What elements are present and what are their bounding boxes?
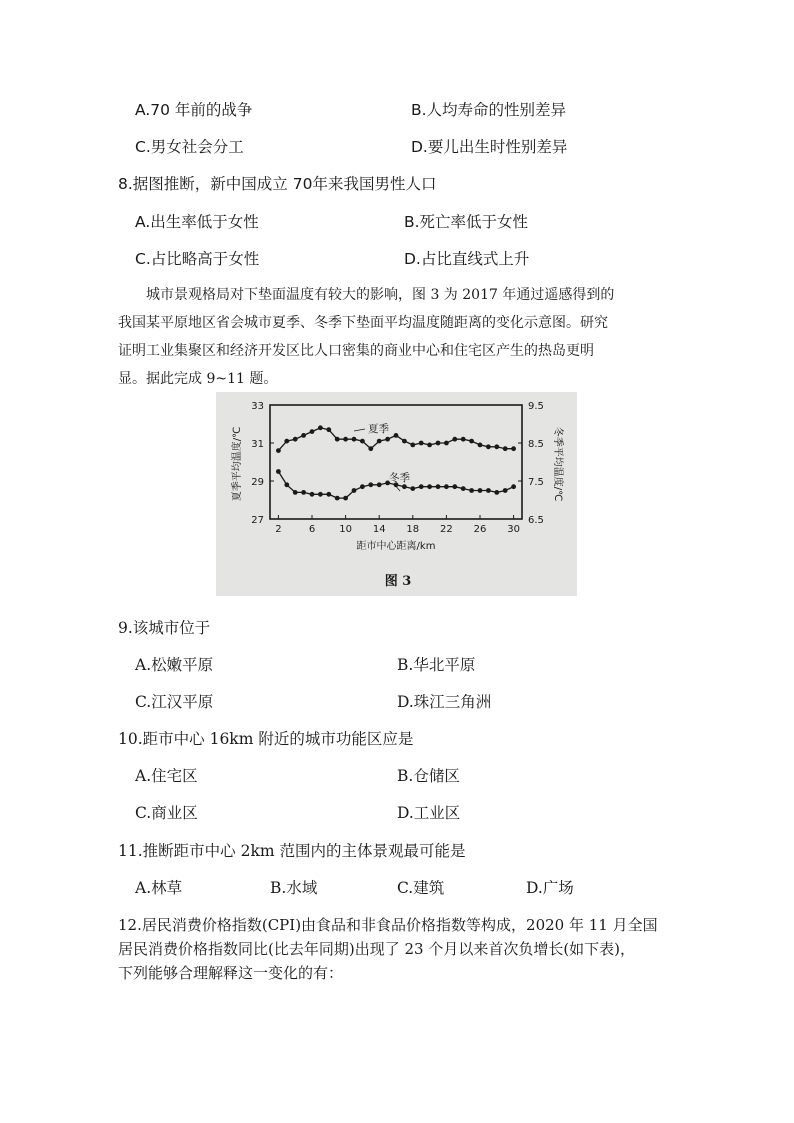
- left-axis-label: 夏季平均温度/℃: [232, 426, 243, 502]
- q7-option-d: D.要儿出生时性别差异: [411, 138, 568, 156]
- q8-option-d: D.占比直线式上升: [404, 250, 530, 268]
- x-tick-label: 2: [275, 524, 282, 535]
- winter-series-label: 冬季: [389, 472, 410, 484]
- summer-data-point: [360, 439, 365, 444]
- q10-option-a: A.住宅区: [135, 767, 198, 785]
- summer-data-point: [377, 439, 382, 444]
- x-tick-label: 22: [440, 524, 453, 535]
- y-tick-label: 33: [251, 401, 264, 412]
- q9-option-b: B.华北平原: [397, 656, 476, 674]
- winter-data-point: [478, 488, 483, 493]
- winter-data-point: [343, 496, 348, 501]
- winter-data-point: [461, 486, 466, 491]
- winter-data-point: [377, 482, 382, 487]
- summer-series-label: 夏季: [368, 423, 389, 435]
- passage-line: 证明工业集聚区和经济开发区比人口密集的商业中心和住宅区产生的热岛更明: [118, 343, 594, 359]
- q11-option-a: A.林草: [135, 879, 183, 897]
- winter-data-point: [419, 484, 424, 489]
- q8-stem: 8.据图推断，新中国成立 70年来我国男性人口: [118, 175, 437, 193]
- x-tick-label: 14: [372, 524, 386, 535]
- q9-option-c: C.江汉平原: [135, 693, 214, 711]
- y-tick-label: 31: [251, 439, 264, 450]
- summer-data-point: [469, 439, 474, 444]
- winter-data-point: [402, 484, 407, 489]
- summer-data-point: [385, 437, 390, 442]
- temperature-chart: [216, 392, 577, 596]
- winter-data-point: [511, 484, 516, 489]
- q12-line: 下列能够合理解释这一变化的有：: [118, 964, 344, 982]
- summer-data-point: [427, 443, 432, 448]
- winter-data-point: [494, 490, 499, 495]
- winter-data-point: [436, 484, 441, 489]
- q11-stem: 11.推断距市中心 2km 范围内的主体景观最可能是: [118, 842, 466, 860]
- winter-data-point: [310, 492, 315, 497]
- y-tick-label: 27: [251, 515, 264, 526]
- q7-option-b: B.人均寿命的性别差异: [411, 101, 567, 119]
- figure-caption: 图 3: [384, 574, 412, 589]
- y-tick-label: 29: [251, 477, 264, 488]
- winter-data-point: [427, 484, 432, 489]
- summer-data-point: [343, 437, 348, 442]
- summer-data-point: [478, 443, 483, 448]
- q8-option-a: A.出生率低于女性: [135, 213, 259, 231]
- summer-data-point: [461, 437, 466, 442]
- q11-option-d: D.广场: [526, 879, 574, 897]
- y2-tick-label: 9.5: [528, 401, 544, 412]
- summer-data-point: [335, 437, 340, 442]
- summer-data-point: [494, 444, 499, 449]
- q10-option-b: B.仓储区: [397, 767, 460, 785]
- q10-option-c: C.商业区: [135, 804, 198, 822]
- summer-data-point: [368, 446, 373, 451]
- winter-data-point: [318, 492, 323, 497]
- summer-data-point: [419, 441, 424, 446]
- summer-data-point: [310, 429, 315, 434]
- summer-data-point: [352, 437, 357, 442]
- q9-option-d: D.珠江三角洲: [397, 693, 492, 711]
- y2-tick-label: 7.5: [528, 477, 544, 488]
- winter-data-point: [360, 484, 365, 489]
- q10-stem: 10.距市中心 16km 附近的城市功能区应是: [118, 730, 414, 748]
- y2-tick-label: 8.5: [528, 439, 544, 450]
- summer-data-point: [318, 425, 323, 430]
- summer-data-point: [444, 441, 449, 446]
- winter-data-point: [444, 484, 449, 489]
- summer-data-point: [436, 441, 441, 446]
- summer-data-point: [511, 446, 516, 451]
- winter-data-point: [486, 488, 491, 493]
- q8-option-c: C.占比略高于女性: [135, 250, 260, 268]
- x-tick-label: 26: [473, 524, 487, 535]
- winter-data-point: [469, 488, 474, 493]
- q9-option-a: A.松嫩平原: [135, 656, 214, 674]
- summer-data-point: [301, 433, 306, 438]
- x-tick-label: 10: [339, 524, 352, 535]
- winter-data-point: [276, 469, 281, 474]
- q7-option-c: C.男女社会分工: [135, 138, 244, 156]
- winter-data-point: [326, 492, 331, 497]
- winter-data-point: [335, 496, 340, 501]
- x-tick-label: 6: [308, 524, 316, 535]
- summer-label-leader: [354, 429, 365, 431]
- summer-data-point: [293, 437, 298, 442]
- x-tick-label: 30: [507, 524, 520, 535]
- right-axis-label: 冬季平均温度/℃: [552, 426, 563, 502]
- summer-data-point: [486, 444, 491, 449]
- winter-data-point: [503, 488, 508, 493]
- x-axis-label: 距市中心距离/km: [356, 541, 436, 552]
- winter-data-point: [368, 482, 373, 487]
- q8-option-b: B.死亡率低于女性: [404, 213, 529, 231]
- summer-data-point: [402, 439, 407, 444]
- q9-stem: 9.该城市位于: [118, 619, 211, 637]
- winter-data-point: [284, 482, 289, 487]
- q12-line: 居民消费价格指数同比(比去年同期)出现了 23 个月以来首次负增长(如下表)，: [118, 940, 636, 958]
- passage-line: 显。据此完成 9~11 题。: [118, 371, 278, 387]
- winter-data-point: [410, 486, 415, 491]
- plot-frame: [270, 405, 522, 519]
- figure-3: [216, 392, 577, 596]
- summer-data-point: [284, 439, 289, 444]
- q12-stem: [118, 913, 698, 985]
- q11-option-c: C.建筑: [397, 879, 445, 897]
- passage-line: 城市景观格局对下垫面温度有较大的影响，图 3 为 2017 年通过遥感得到的: [146, 287, 615, 303]
- passage-line: 我国某平原地区省会城市夏季、冬季下垫面平均温度随距离的变化示意图。研究: [118, 315, 608, 331]
- passage: [118, 281, 686, 393]
- y2-tick-label: 6.5: [528, 515, 544, 526]
- summer-data-point: [326, 427, 331, 432]
- x-tick-label: 18: [406, 524, 420, 535]
- q11-option-b: B.水域: [270, 879, 318, 897]
- q10-option-d: D.工业区: [397, 804, 461, 822]
- q7-option-a: A.70 年前的战争: [135, 101, 253, 119]
- winter-data-point: [352, 488, 357, 493]
- summer-data-point: [394, 433, 399, 438]
- winter-data-point: [301, 490, 306, 495]
- summer-data-point: [503, 446, 508, 451]
- q12-line: 12.居民消费价格指数(CPI)由食品和非食品价格指数等构成，2020 年 11 月全国: [118, 916, 658, 934]
- winter-data-point: [293, 490, 298, 495]
- summer-data-point: [452, 437, 457, 442]
- summer-data-point: [276, 448, 281, 453]
- winter-data-point: [452, 484, 457, 489]
- summer-data-point: [410, 443, 415, 448]
